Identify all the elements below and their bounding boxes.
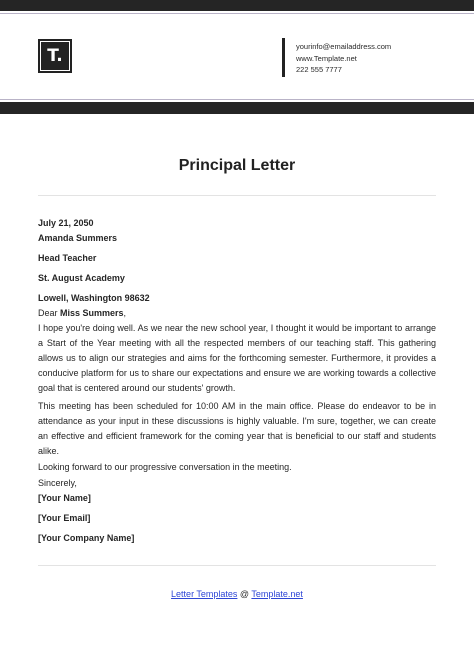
contact-divider-bar <box>282 38 285 77</box>
body-paragraph-1: I hope you're doing well. As we near the new school year, I thought it would be important to arrange a Start of the Year meeting with all the respected members of our teaching staff. This gathering allows us to align our strategies and aims for the forthcoming semester. Furthermore, it provides a conducive platform for us to share our expectations and ensure we are working towards a collective goal that is centered around our students' growth. <box>38 323 436 393</box>
header-decorative-band <box>0 102 474 114</box>
letter-templates-link[interactable]: Letter Templates <box>171 589 238 599</box>
template-net-link[interactable]: Template.net <box>251 589 303 599</box>
footer-separator: @ <box>237 589 252 599</box>
letter-date: July 21, 2050 <box>38 218 94 228</box>
recipient-title: Head Teacher <box>38 253 97 263</box>
salutation-suffix: , <box>123 308 127 318</box>
body-paragraph-3: Looking forward to our progressive conversation in the meeting. <box>38 462 292 472</box>
contact-block <box>296 41 391 76</box>
signature-email: [Your Email] <box>38 513 91 523</box>
page-title: Principal Letter <box>178 157 296 174</box>
logo <box>38 39 72 73</box>
top-decorative-band <box>0 0 474 11</box>
signature-company: [Your Company Name] <box>38 533 135 543</box>
signature-name: [Your Name] <box>38 493 91 503</box>
logo-letter: T. <box>40 41 70 71</box>
top-divider-line <box>0 13 474 14</box>
recipient-org: St. August Academy <box>38 273 125 283</box>
contact-email: yourinfo@emailaddress.com <box>296 42 392 51</box>
recipient-location: Lowell, Washington 98632 <box>38 293 150 303</box>
title-divider <box>38 195 436 196</box>
contact-website: www.Template.net <box>296 53 357 63</box>
salutation-name: Miss Summers <box>60 308 124 318</box>
header-divider-line <box>0 99 474 100</box>
closing: Sincerely, <box>38 478 77 488</box>
body-paragraph-2: This meeting has been scheduled for 10:00 AM in the main office. Please do endeavor to be in attendance as your input in these discussions is highly valuable. I'm sure, together, we can create an effective and efficient framework for the coming year that is beneficial to our staff and students alike. <box>38 401 436 456</box>
contact-phone: 222 555 7777 <box>296 65 342 74</box>
footer-divider <box>38 565 436 566</box>
salutation-prefix: Dear <box>38 308 61 318</box>
salutation <box>38 306 126 321</box>
recipient-name: Amanda Summers <box>38 233 118 243</box>
footer <box>0 588 474 600</box>
